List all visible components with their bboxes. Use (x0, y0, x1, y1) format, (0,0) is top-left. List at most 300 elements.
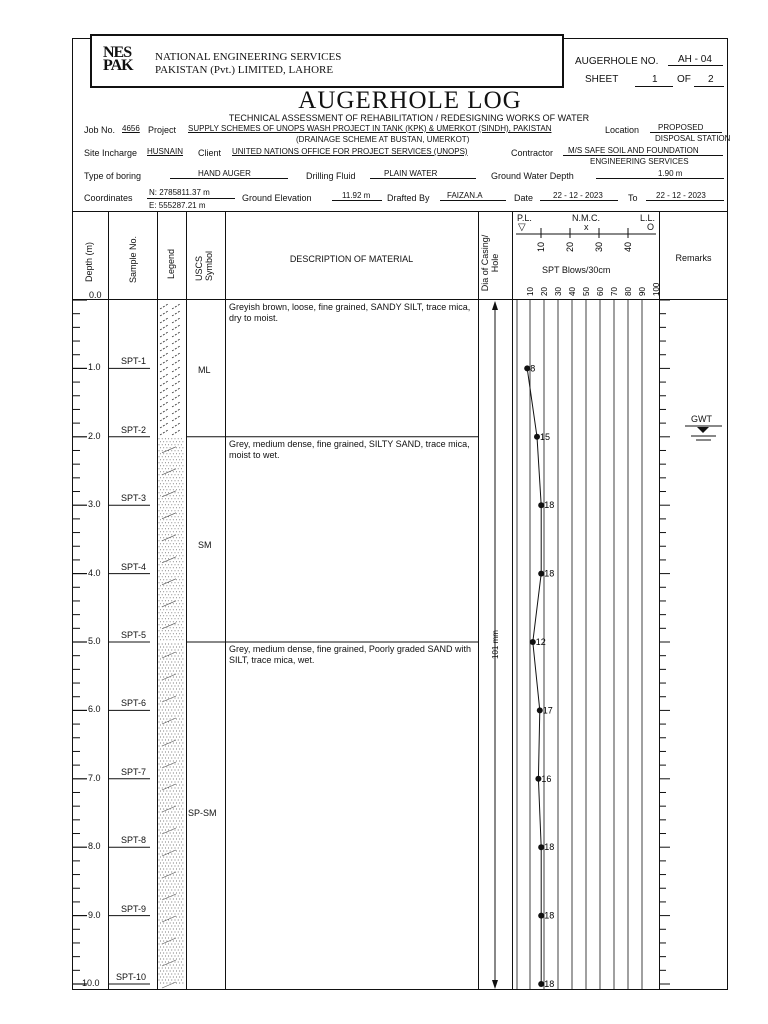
legend-dot-sand (181, 824, 182, 825)
legend-dot-sand (178, 698, 179, 699)
legend-dot-sand (163, 579, 164, 580)
legend-dot-sand (165, 758, 166, 759)
legend-dot-sand (175, 746, 176, 747)
legend-dot-sand (159, 782, 160, 783)
legend-dot-sand (159, 612, 160, 613)
legend-dot-sand (170, 917, 171, 918)
legend-dot-sand (165, 914, 166, 915)
date-from-value: 22 - 12 - 2023 (553, 191, 603, 200)
legend-dot-sand (175, 878, 176, 879)
legend-dot-sand (165, 630, 166, 631)
legend-dot-sand (175, 692, 176, 693)
legend-dot-sand (168, 800, 169, 801)
legend-dot-sand (159, 812, 160, 813)
legend-dot-sand (181, 776, 182, 777)
legend-dot-sand (165, 770, 166, 771)
spt-value-label: 18 (544, 979, 555, 989)
legend-dot-sand (163, 785, 164, 786)
legend-dot-sand (181, 456, 182, 457)
legend-dot-sand (179, 549, 180, 550)
legend-dot-sand (179, 911, 180, 912)
legend-dot-sand (170, 695, 171, 696)
legend-dot-sand (181, 782, 182, 783)
legend-dot-sand (181, 656, 182, 657)
depth-label: 7.0 (88, 772, 101, 783)
legend-dot-sand (179, 647, 180, 648)
legend-dot-sand (162, 528, 163, 529)
legend-dot-sand (165, 644, 166, 645)
legend-dot-sand (163, 737, 164, 738)
legend-dot-sand (159, 740, 160, 741)
legend-dot-sand (181, 576, 182, 577)
legend-dot-sand (168, 600, 169, 601)
legend-dot-sand (178, 710, 179, 711)
legend-dot-sand (182, 507, 183, 508)
legend-dot-sand (160, 513, 161, 514)
legend-dot-sand (166, 695, 167, 696)
legend-dot-sand (182, 639, 183, 640)
legend-dot-sand (166, 965, 167, 966)
legend-dot-sand (182, 603, 183, 604)
legend-dot-sand (178, 468, 179, 469)
legend-dot-sand (175, 456, 176, 457)
legend-dot-sand (181, 462, 182, 463)
legend-dot-sand (159, 866, 160, 867)
legend-dot-sand (170, 477, 171, 478)
legend-dot-sand (166, 755, 167, 756)
legend-dot-sand (166, 749, 167, 750)
legend-dot-sand (160, 911, 161, 912)
legend-dot-sand (176, 875, 177, 876)
ground-elevation-label: Ground Elevation (242, 193, 312, 203)
legend-dot-sand (178, 722, 179, 723)
legend-dot-sand (181, 938, 182, 939)
legend-dot-sand (165, 674, 166, 675)
legend-dot-sand (175, 902, 176, 903)
legend-dot-sand (166, 983, 167, 984)
legend-dot-sand (162, 698, 163, 699)
legend-dot-sand (163, 489, 164, 490)
legend-dot-sand (176, 567, 177, 568)
legend-dot-sand (181, 612, 182, 613)
legend-dot-sand (179, 785, 180, 786)
legend-dot-sand (160, 941, 161, 942)
legend-dot-sand (162, 546, 163, 547)
legend-dot-sand (181, 902, 182, 903)
legend-dot-sand (163, 549, 164, 550)
legend-dot-sand (168, 842, 169, 843)
legend-dot-sand (171, 710, 172, 711)
legend-dot-sand (173, 489, 174, 490)
legend-dot-sand (171, 644, 172, 645)
legend-dot-sand (176, 827, 177, 828)
legend-dot-sand (181, 680, 182, 681)
legend-dot-sand (162, 650, 163, 651)
legend-dot-sand (179, 677, 180, 678)
legend-dot-sand (162, 908, 163, 909)
legend-dot-sand (166, 591, 167, 592)
legend-dot-sand (171, 890, 172, 891)
legend-dot-sand (159, 806, 160, 807)
legend-dot-sand (168, 692, 169, 693)
legend-dot-sand (178, 692, 179, 693)
legend-dot-sand (162, 788, 163, 789)
legend-dot-sand (166, 585, 167, 586)
legend-dot-sand (168, 980, 169, 981)
legend-dot-sand (166, 549, 167, 550)
legend-dot-sand (176, 899, 177, 900)
legend-dot-sand (182, 761, 183, 762)
legend-dot-sand (176, 839, 177, 840)
legend-dot-sand (171, 812, 172, 813)
legend-dot-sand (181, 836, 182, 837)
legend-dot-sand (159, 830, 160, 831)
legend-dot-sand (182, 887, 183, 888)
legend-dot-sand (176, 911, 177, 912)
legend-dot-sand (170, 543, 171, 544)
legend-dot-sand (162, 830, 163, 831)
legend-dot-sand (163, 507, 164, 508)
legend-dot-sand (179, 603, 180, 604)
legend-dot-sand (165, 896, 166, 897)
sheet-of-value: 2 (708, 74, 714, 85)
ll-label: L.L. (640, 213, 656, 223)
legend-dot-sand (173, 639, 174, 640)
drilling-fluid-value: PLAIN WATER (384, 169, 438, 178)
location-value-line2: DISPOSAL STATION (655, 134, 731, 143)
legend-dot-sand (166, 791, 167, 792)
legend-dot-sand (159, 468, 160, 469)
legend-dot-sand (163, 707, 164, 708)
legend-dot-sand (160, 549, 161, 550)
legend-dot-sand (163, 465, 164, 466)
legend-dot-sand (166, 905, 167, 906)
legend-dot-sand (168, 456, 169, 457)
legend-dot-sand (160, 653, 161, 654)
legend-dot-sand (175, 656, 176, 657)
legend-dot-sand (173, 749, 174, 750)
legend-dot-sand (159, 546, 160, 547)
legend-dot-sand (166, 809, 167, 810)
legend-dot-sand (173, 887, 174, 888)
legend-dot-sand (171, 462, 172, 463)
legend-dot-sand (171, 504, 172, 505)
legend-dot-sand (159, 950, 160, 951)
legend-hatch-silt (172, 311, 180, 316)
legend-dot-sand (181, 854, 182, 855)
depth-label: 1.0 (88, 362, 101, 373)
legend-dot-sand (162, 516, 163, 517)
legend-hatch-silt (160, 423, 168, 428)
legend-dot-sand (176, 633, 177, 634)
legend-dot-sand (166, 615, 167, 616)
gwd-label: Ground Water Depth (491, 171, 574, 181)
legend-hatch-silt (160, 430, 168, 435)
legend-hatch-silt (160, 395, 168, 400)
legend-dot-sand (179, 519, 180, 520)
legend-dot-sand (176, 647, 177, 648)
legend-dot-sand (178, 674, 179, 675)
legend-dot-sand (159, 564, 160, 565)
legend-dot-sand (162, 872, 163, 873)
legend-dot-sand (175, 504, 176, 505)
spt-value-label: 18 (544, 842, 555, 853)
legend-dot-sand (181, 920, 182, 921)
legend-dot-sand (159, 450, 160, 451)
legend-dot-sand (173, 701, 174, 702)
legend-dot-sand (170, 531, 171, 532)
legend-dot-sand (171, 788, 172, 789)
sheet-value: 1 (652, 74, 658, 85)
legend-dot-sand (178, 872, 179, 873)
legend-dot-sand (165, 570, 166, 571)
legend-dot-sand (178, 456, 179, 457)
legend-dot-sand (168, 618, 169, 619)
legend-dot-sand (178, 546, 179, 547)
legend-dot-sand (162, 890, 163, 891)
legend-dot-sand (159, 764, 160, 765)
legend-dot-sand (178, 908, 179, 909)
legend-dot-sand (175, 800, 176, 801)
legend-dot-sand (165, 938, 166, 939)
type-of-boring-value: HAND AUGER (198, 169, 251, 178)
legend-dot-sand (182, 803, 183, 804)
uscs-symbol: SM (198, 540, 212, 550)
legend-dot-sand (160, 779, 161, 780)
legend-dot-sand (178, 728, 179, 729)
legend-dot-sand (171, 606, 172, 607)
legend-dot-sand (170, 567, 171, 568)
legend-dot-sand (166, 477, 167, 478)
legend-dot-sand (170, 803, 171, 804)
legend-hatch-silt (172, 346, 180, 351)
nmc-symbol: x (584, 222, 589, 232)
legend-dot-sand (168, 752, 169, 753)
legend-dot-sand (173, 633, 174, 634)
legend-dot-sand (175, 884, 176, 885)
legend-dot-sand (162, 938, 163, 939)
legend-dot-sand (159, 872, 160, 873)
legend-dot-sand (160, 743, 161, 744)
legend-dot-sand (170, 965, 171, 966)
legend-dot-sand (178, 830, 179, 831)
legend-dot-sand (171, 968, 172, 969)
legend-dot-sand (179, 779, 180, 780)
legend-dot-sand (175, 848, 176, 849)
legend-dot-sand (160, 851, 161, 852)
legend-dot-sand (162, 896, 163, 897)
legend-dot-sand (165, 866, 166, 867)
legend-dot-sand (178, 794, 179, 795)
legend-dot-sand (170, 977, 171, 978)
legend-dot-sand (165, 848, 166, 849)
legend-dot-sand (160, 917, 161, 918)
legend-dot-sand (162, 932, 163, 933)
legend-dot-sand (175, 920, 176, 921)
legend-dot-sand (176, 869, 177, 870)
spt-tick-label: 60 (596, 287, 605, 296)
legend-dot-sand (163, 537, 164, 538)
legend-dot-sand (178, 890, 179, 891)
legend-dot-sand (176, 621, 177, 622)
legend-dot-sand (166, 731, 167, 732)
legend-dot-sand (181, 884, 182, 885)
legend-dot-sand (168, 956, 169, 957)
legend-dot-sand (178, 552, 179, 553)
spt-tick-label: 100 (652, 282, 661, 296)
legend-hatch-silt (162, 696, 176, 702)
legend-dot-sand (165, 504, 166, 505)
legend-dot-sand (170, 731, 171, 732)
legend-dot-sand (175, 686, 176, 687)
legend-dot-sand (170, 597, 171, 598)
legend-dot-sand (165, 510, 166, 511)
legend-dot-sand (175, 962, 176, 963)
legend-dot-sand (159, 528, 160, 529)
legend-dot-sand (178, 848, 179, 849)
legend-dot-sand (170, 615, 171, 616)
legend-hatch-silt (172, 430, 180, 435)
legend-dot-sand (165, 480, 166, 481)
legend-dot-sand (168, 504, 169, 505)
legend-dot-sand (178, 540, 179, 541)
legend-dot-sand (170, 513, 171, 514)
legend-dot-sand (178, 516, 179, 517)
legend-dot-sand (165, 650, 166, 651)
legend-dot-sand (173, 713, 174, 714)
legend-dot-sand (179, 573, 180, 574)
legend-dot-sand (165, 636, 166, 637)
legend-dot-sand (179, 929, 180, 930)
legend-dot-sand (179, 707, 180, 708)
spt-value-label: 18 (544, 910, 555, 921)
legend-dot-sand (179, 671, 180, 672)
legend-dot-sand (159, 558, 160, 559)
legend-dot-sand (178, 510, 179, 511)
legend-dot-sand (176, 737, 177, 738)
legend-dot-sand (176, 591, 177, 592)
legend-dot-sand (159, 692, 160, 693)
spt-tick-label: 20 (540, 287, 549, 296)
legend-dot-sand (175, 438, 176, 439)
legend-dot-sand (171, 950, 172, 951)
legend-dot-sand (171, 704, 172, 705)
legend-dot-sand (175, 582, 176, 583)
legend-dot-sand (162, 522, 163, 523)
legend-dot-sand (173, 519, 174, 520)
legend-dot-sand (166, 659, 167, 660)
legend-dot-sand (182, 719, 183, 720)
legend-dot-sand (166, 857, 167, 858)
legend-dot-sand (160, 627, 161, 628)
legend-dot-sand (165, 600, 166, 601)
legend-dot-sand (182, 791, 183, 792)
legend-dot-sand (168, 770, 169, 771)
legend-dot-sand (163, 755, 164, 756)
legend-dot-sand (168, 830, 169, 831)
legend-dot-sand (159, 704, 160, 705)
legend-dot-sand (179, 761, 180, 762)
legend-dot-sand (166, 929, 167, 930)
legend-dot-sand (176, 881, 177, 882)
legend-dot-sand (175, 794, 176, 795)
legend-dot-sand (171, 570, 172, 571)
legend-dot-sand (160, 579, 161, 580)
legend-dot-sand (160, 659, 161, 660)
strata-description: Grey, medium dense, fine grained, Poorly graded SAND with SILT, trace mica, wet. (229, 644, 471, 665)
legend-dot-sand (171, 878, 172, 879)
col-header-uscs: USCS Symbol (194, 250, 214, 281)
legend-dot-sand (168, 630, 169, 631)
legend-dot-sand (179, 827, 180, 828)
legend-dot-sand (159, 686, 160, 687)
legend-hatch-silt (160, 402, 168, 407)
legend-dot-sand (163, 609, 164, 610)
legend-dot-sand (162, 612, 163, 613)
legend-dot-sand (160, 465, 161, 466)
legend-dot-sand (176, 531, 177, 532)
legend-dot-sand (159, 630, 160, 631)
legend-dot-sand (173, 827, 174, 828)
legend-dot-sand (171, 480, 172, 481)
legend-dot-sand (163, 905, 164, 906)
legend-dot-sand (159, 878, 160, 879)
legend-dot-sand (168, 606, 169, 607)
legend-dot-sand (160, 671, 161, 672)
legend-dot-sand (168, 938, 169, 939)
legend-dot-sand (178, 944, 179, 945)
legend-dot-sand (168, 656, 169, 657)
legend-dot-sand (182, 555, 183, 556)
legend-dot-sand (171, 782, 172, 783)
legend-dot-sand (178, 752, 179, 753)
legend-dot-sand (179, 725, 180, 726)
sheet-label: SHEET (585, 74, 619, 85)
legend-dot-sand (178, 612, 179, 613)
legend-dot-sand (175, 474, 176, 475)
legend-dot-sand (168, 674, 169, 675)
project-value: SUPPLY SCHEMES OF UNOPS WASH PROJECT IN TANK (KPK) & UMERKOT (SINDH), PAKISTAN (188, 124, 552, 133)
legend-dot-sand (182, 779, 183, 780)
legend-dot-sand (165, 438, 166, 439)
legend-dot-sand (175, 734, 176, 735)
legend-dot-sand (179, 767, 180, 768)
legend-dot-sand (165, 950, 166, 951)
legend-dot-sand (162, 794, 163, 795)
legend-dot-sand (179, 591, 180, 592)
legend-dot-sand (166, 953, 167, 954)
legend-dot-sand (168, 686, 169, 687)
legend-hatch-silt (172, 332, 180, 337)
legend-dot-sand (181, 552, 182, 553)
legend-dot-sand (159, 746, 160, 747)
legend-dot-sand (173, 603, 174, 604)
legend-dot-sand (162, 662, 163, 663)
legend-dot-sand (159, 656, 160, 657)
legend-dot-sand (170, 971, 171, 972)
legend-dot-sand (179, 459, 180, 460)
legend-dot-sand (182, 665, 183, 666)
legend-dot-sand (181, 630, 182, 631)
legend-dot-sand (178, 480, 179, 481)
spt-series-line (527, 368, 541, 984)
legend-dot-sand (179, 797, 180, 798)
legend-dot-sand (166, 555, 167, 556)
legend-dot-sand (181, 818, 182, 819)
legend-dot-sand (162, 764, 163, 765)
legend-dot-sand (182, 839, 183, 840)
legend-dot-sand (173, 947, 174, 948)
